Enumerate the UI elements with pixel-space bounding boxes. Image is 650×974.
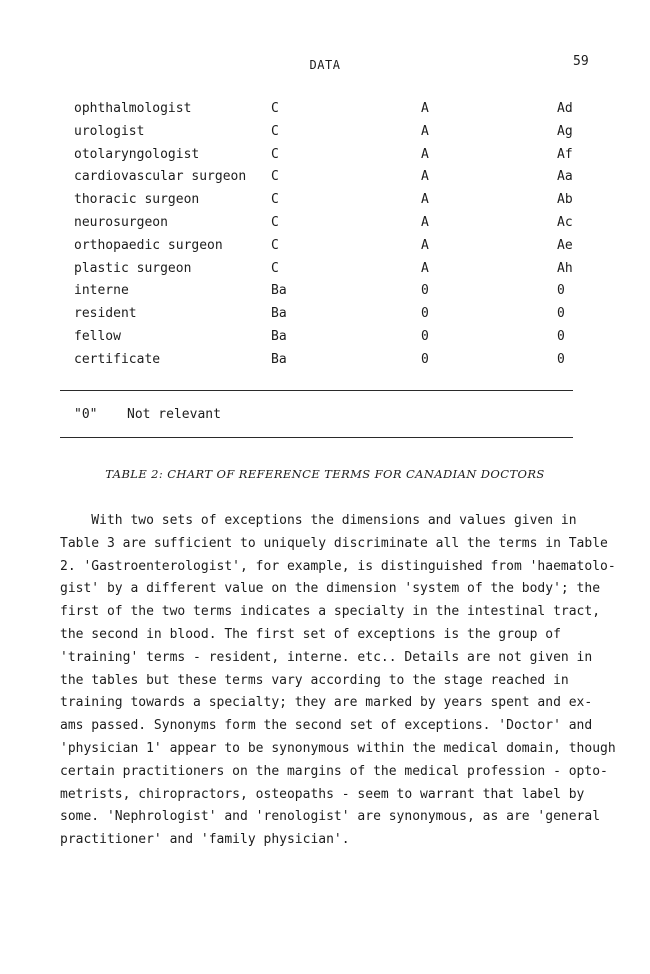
term-cell: resident	[74, 306, 137, 322]
paragraph-line: the second in blood. The first set of exceptions is the group of	[60, 626, 561, 642]
table-row	[0, 169, 650, 192]
term-cell: urologist	[74, 123, 145, 139]
value-cell: C	[271, 260, 279, 276]
value-cell: Ba	[271, 306, 287, 322]
value-cell: A	[421, 214, 429, 230]
table-row	[0, 306, 650, 329]
table-row	[0, 238, 650, 261]
table-note-key: "0"	[74, 407, 98, 422]
value-cell: C	[271, 101, 279, 116]
term-cell: ophthalmologist	[74, 101, 192, 116]
paragraph-line: the tables but these terms vary according to the stage reached in	[60, 672, 569, 688]
value-cell: C	[271, 146, 279, 162]
value-cell: Ag	[557, 123, 573, 139]
value-cell: C	[271, 169, 279, 185]
value-cell: Ae	[557, 237, 573, 253]
value-cell: C	[271, 192, 279, 208]
term-cell: plastic surgeon	[74, 260, 192, 276]
term-cell: fellow	[74, 328, 121, 344]
term-cell: interne	[74, 283, 129, 299]
value-cell: 0	[557, 328, 565, 344]
value-cell: 0	[421, 328, 429, 344]
value-cell: 0	[421, 351, 429, 367]
value-cell: C	[271, 214, 279, 230]
table-note-text: Not relevant	[127, 407, 221, 422]
value-cell: A	[421, 237, 429, 253]
table-row	[0, 101, 650, 124]
paragraph-line: 'training' terms - resident, interne. etc.. Details are not given in	[60, 649, 593, 665]
table-caption: TABLE 2: CHART OF REFERENCE TERMS FOR CANADIAN DOCTORS	[105, 467, 545, 481]
table-row	[0, 124, 650, 147]
value-cell: A	[421, 169, 429, 185]
value-cell: 0	[557, 283, 565, 299]
table-rule-bottom	[60, 437, 573, 438]
value-cell: 0	[421, 283, 429, 299]
reference-terms-table	[0, 101, 650, 375]
table-row	[0, 283, 650, 306]
table-row	[0, 215, 650, 238]
value-cell: A	[421, 192, 429, 208]
value-cell: 0	[421, 306, 429, 322]
paragraph-line: ams passed. Synonyms form the second set of exceptions. 'Doctor' and	[60, 718, 593, 734]
value-cell: Ba	[271, 328, 287, 344]
value-cell: 0	[557, 306, 565, 322]
table-rule-top	[60, 390, 573, 391]
value-cell: C	[271, 237, 279, 253]
paragraph-line: metrists, chiropractors, osteopaths - seem to warrant that label by	[60, 786, 585, 802]
value-cell: Ah	[557, 260, 573, 276]
table-row	[0, 192, 650, 215]
value-cell: A	[421, 123, 429, 139]
value-cell: 0	[557, 351, 565, 367]
table-row	[0, 352, 650, 375]
paragraph-line: training towards a specialty; they are marked by years spent and ex-	[60, 695, 593, 711]
paragraph-line: some. 'Nephrologist' and 'renologist' are synonymous, as are 'general	[60, 809, 601, 825]
value-cell: A	[421, 260, 429, 276]
table-row	[0, 261, 650, 284]
term-cell: otolaryngologist	[74, 146, 200, 162]
value-cell: Ad	[557, 101, 573, 116]
term-cell: cardiovascular surgeon	[74, 169, 247, 185]
term-cell: certificate	[74, 351, 161, 367]
value-cell: A	[421, 146, 429, 162]
paragraph-line: 'physician 1' appear to be synonymous within the medical domain, though	[60, 740, 616, 756]
page-number: 59	[573, 54, 589, 69]
value-cell: Ab	[557, 192, 573, 208]
value-cell: Aa	[557, 169, 573, 185]
table-row	[0, 147, 650, 170]
table-row	[0, 329, 650, 352]
value-cell: C	[271, 123, 279, 139]
paragraph-line: practitioner' and 'family physician'.	[60, 832, 350, 848]
value-cell: Af	[557, 146, 573, 162]
body-paragraph	[60, 513, 616, 855]
value-cell: A	[421, 101, 429, 116]
paragraph-line: certain practitioners on the margins of the medical profession - opto-	[60, 763, 608, 779]
paragraph-line: 2. 'Gastroenterologist', for example, is distinguished from 'haematolo-	[60, 558, 616, 574]
paragraph-line: gist' by a different value on the dimension 'system of the body'; the	[60, 581, 601, 597]
term-cell: neurosurgeon	[74, 214, 168, 230]
paragraph-line: first of the two terms indicates a specialty in the intestinal tract,	[60, 604, 601, 620]
value-cell: Ba	[271, 351, 287, 367]
paragraph-line: With two sets of exceptions the dimensions and values given in	[60, 513, 577, 528]
term-cell: orthopaedic surgeon	[74, 237, 223, 253]
value-cell: Ba	[271, 283, 287, 299]
term-cell: thoracic surgeon	[74, 192, 200, 208]
paragraph-line: Table 3 are sufficient to uniquely discriminate all the terms in Table	[60, 535, 608, 551]
value-cell: Ac	[557, 214, 573, 230]
running-head: DATA	[309, 58, 341, 72]
